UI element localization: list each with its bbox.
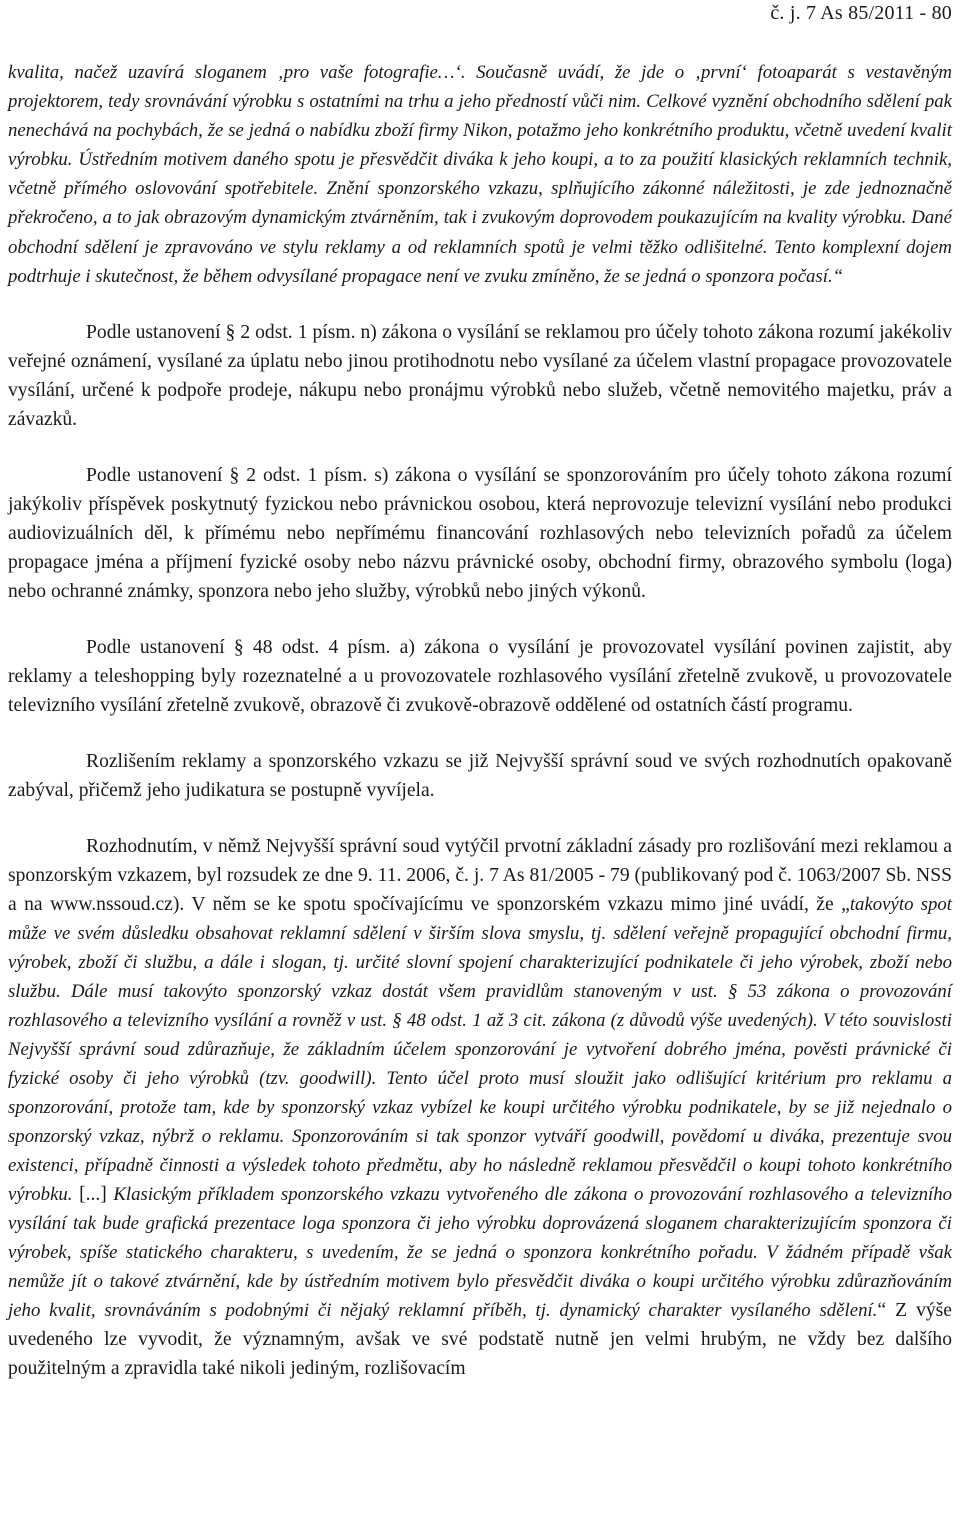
quoted-decision-text: kvalita, načež uzavírá sloganem ‚pro vaše fotografie…‘. Současně uvádí, že jde o ‚první‘ fotoaparát s vestavěným projektorem, tedy srovnávání výrobku s ostatními na trhu a jeho předností vůči nim. Celkové vyznění obchodního sdělení pak nenechává na pochybách, že se jedná o nabídku zboží firmy Nikon, potažmo jeho konkrétního produktu, včetně uvedení kvalit výrobku. Ústředním motivem daného spotu je přesvědčit diváka k jeho koupi, a to za použití klasických reklamních technik, včetně přímého oslovování spotřebitele. Znění sponzorského vzkazu, splňujícího zákonné náležitosti, je zde jednoznačně překročeno, a to jak obrazovým dynamickým ztvárněním, tak i zvukovým doprovodem poukazujícím na kvality výrobku. Dané obchodní sdělení je zpravováno ve stylu reklamy a od reklamních spotů je velmi těžko odlišitelné. Tento komplexní dojem podtrhuje i skutečnost, že během odvysílané propagace není ve zvuku zmíněno, že se jedná o sponzora počasí.“ [8, 62, 952, 287]
document-body [8, 58, 952, 1383]
quoted-decision-paragraph [8, 58, 952, 291]
separation-duty-paragraph: Podle ustanovení § 48 odst. 4 písm. a) zákona o vysílání je provozovatel vysílání povinen zajistit, aby reklamy a teleshopping byly rozeznatelné a u provozovatele rozhlasového vysílání zřetelně zvukově, u provozovatele televizního vysílání zřetelně zvukově, obrazově či zvukově-obrazově oddělené od ostatních částí programu. [8, 636, 952, 716]
prior-judgment-intro: Rozhodnutím, v němž Nejvyšší správní soud vytýčil prvotní základní zásady pro rozlišování mezi reklamou a sponzorským vzkazem, byl rozsudek ze dne 9. 11. 2006, č. j. 7 As 81/2005 - 79 (publikovaný pod č. 1063/2007 Sb. NSS a na www.nssoud.cz). V něm se ke spotu spočívajícímu ve sponzorském vzkazu mimo jiné uvádí, že „ [8, 835, 952, 915]
prior-judgment-quote: takovýto spot může ve svém důsledku obsahovat reklamní sdělení v širším slova smyslu, tj. sdělení veřejně propagující obchodní firmu, výrobek, zboží či službu, a dále i slogan, tj. určité slovní spojení charakterizující podnikatele či jeho výrobek, zboží nebo službu. Dále musí takovýto sponzorský vzkaz dostát všem pravidlům stanoveným v ust. § 53 zákona o provozování rozhlasového a televizního vysílání a rovněž v ust. § 48 odst. 1 až 3 cit. zákona (z důvodů výše uvedených). V této souvislosti Nejvyšší správní soud zdůrazňuje, že základním účelem sponzorování je vytvoření dobrého jména, pověsti právnické či fyzické osoby či jeho výrobků (tzv. goodwill). Tento účel proto musí sloužit jako odlišující kritérium pro reklamu a sponzorování, protože tam, kde by sponzorský vzkaz vybízel ke koupi určitého výrobku podnikatele, by se již nejednalo o sponzorský vzkaz, nýbrž o reklamu. Sponzorováním si tak sponzor vytváří goodwill, povědomí u diváka, prezentuje svou existenci, případně činnosti a výsledek tohoto předmětu, aby ho následně reklamou přesvědčil o koupi tohoto konkrétního výrobku. [8, 893, 953, 1205]
sponsorship-definition-paragraph: Podle ustanovení § 2 odst. 1 písm. s) zákona o vysílání se sponzorováním pro účely tohoto zákona rozumí jakýkoliv příspěvek poskytnutý fyzickou nebo právnickou osobou, která neprovozuje televizní vysílání nebo produkci audiovizuálních děl, k přímému nebo nepřímému financování rozhlasových nebo televizních pořadů za účelem propagace jména a příjmení fyzické osoby nebo názvu právnické osoby, obchodní firmy, obrazového symbolu (loga) nebo ochranné známky, sponzora nebo jeho služby, výrobků nebo jiných výkonů. [8, 464, 952, 602]
case-law-intro-paragraph: Rozlišením reklamy a sponzorského vzkazu se již Nejvyšší správní soud ve svých rozhodnutích opakovaně zabýval, přičemž jeho judikatura se postupně vyvíjela. [8, 750, 952, 801]
ellipsis-marker: [...] [79, 1183, 107, 1205]
prior-judgment-quote-cont: Klasickým příkladem sponzorského vzkazu vytvořeného dle zákona o provozování rozhlasového a televizního vysílání tak bude grafická prezentace loga sponzora či jeho výrobku doprovázená sloganem charakterizujícím sponzora či výrobek, spíše statického charakteru, s uvedením, že se jedná o sponzora konkrétního pořadu. V žádném případě však nemůže jít o takové ztvárnění, kde by ústředním motivem bylo přesvědčit diváka o koupi určitého výrobku zdůrazňováním jeho kvalit, srovnáváním s podobnými či nějaký reklamní příběh, tj. dynamický charakter vysílaného sdělení. [8, 1183, 953, 1321]
case-number-header: č. j. 7 As 85/2011 - 80 [770, 2, 952, 24]
prior-judgment-paragraph [8, 832, 952, 1383]
conclusion-text: “ Z výše uvedeného lze vyvodit, že významným, avšak ve své podstatě nutně jen velmi hrubým, ne vždy bez dalšího použitelným a zpravidla také nikoli jediným, rozlišovacím [8, 1299, 952, 1379]
advertising-definition-paragraph: Podle ustanovení § 2 odst. 1 písm. n) zákona o vysílání se reklamou pro účely tohoto zákona rozumí jakékoliv veřejné oznámení, vysílané za úplatu nebo jinou protihodnotu nebo vysílané za účelem vlastní propagace provozovatele vysílání, určené k podpoře prodeje, nákupu nebo pronájmu výrobků nebo služeb, včetně nemovitého majetku, práv a závazků. [8, 321, 952, 430]
